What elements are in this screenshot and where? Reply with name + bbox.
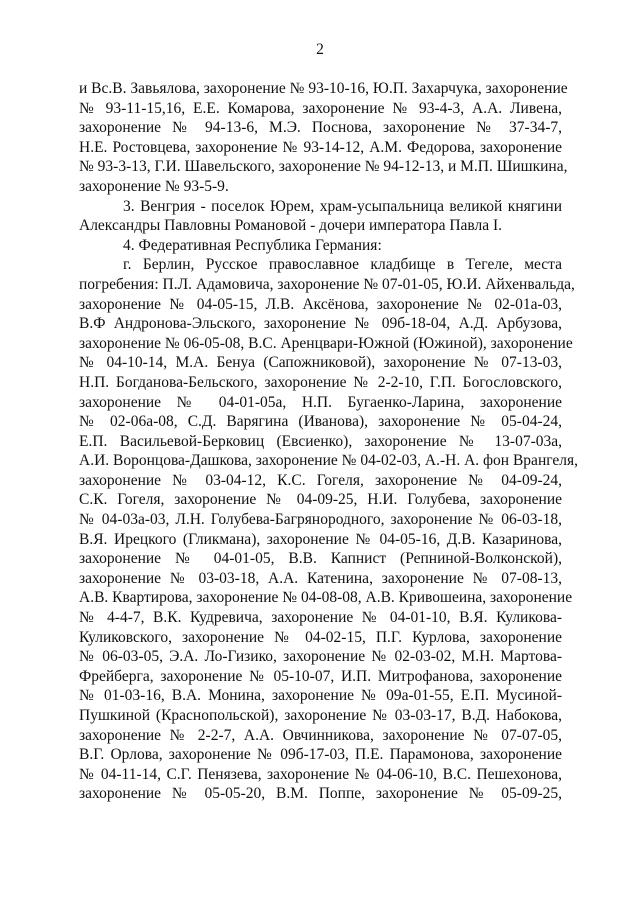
text-line: № 93-3-13, Г.И. Шавельского, захоронение № 94-12-13, и М.П. Шишкина, [79,158,568,176]
text-line: 4. Федеративная Республика Германия: [123,236,382,254]
text-line: № 93-11-15,16, Е.Е. Комарова, захоронение № 93-4-3, А.А. Ливена, [79,99,562,117]
text-line: захоронение № 06-05-08, В.С. Аренцвари-Южной (Южиной), захоронение [79,334,573,352]
document-body [79,79,579,804]
text-line: захоронение № 93-5-9. [79,177,229,195]
text-line: Е.П. Васильевой-Берковиц (Евсиенко), захоронение № 13-07-03а, [79,432,562,450]
page-number: 2 [316,41,324,58]
text-line: захоронение № 05-05-20, В.М. Поппе, захоронение № 05-09-25, [79,785,562,803]
text-line: С.К. Гогеля, захоронение № 04-09-25, Н.И. Голубева, захоронение [79,491,562,509]
text-line: В.Г. Орлова, захоронение № 09б-17-03, П.Е. Парамонова, захоронение [79,746,562,764]
text-line: А.В. Квартирова, захоронение № 04-08-08, А.В. Кривошеина, захоронение [79,589,573,607]
text-line: захоронение № 03-04-12, К.С. Гогеля, захоронение № 04-09-24, [79,471,562,489]
text-line: А.И. Воронцова-Дашкова, захоронение № 04-02-03, А.-Н. А. фон Врангеля, [79,452,579,470]
text-line: № 06-03-05, Э.А. Ло-Гизико, захоронение № 02-03-02, М.Н. Мартова- [79,648,562,666]
text-line: № 04-11-14, С.Г. Пенязева, захоронение № 04-06-10, В.С. Пешехонова, [79,765,562,783]
text-line: № 02-06а-08, С.Д. Варягина (Ивановa), захоронение № 05-04-24, [79,413,562,431]
text-line: В.Я. Ирецкого (Гликмана), захоронение № 04-05-16, Д.В. Казаринова, [79,530,562,548]
text-line: № 04-03а-03, Л.Н. Голубева-Багрянородного, захоронение № 06-03-18, [79,511,562,529]
text-line: В.Ф Андронова-Эльского, захоронение № 09б-18-04, А.Д. Арбузова, [79,315,562,333]
text-line: Куликовского, захоронение № 04-02-15, П.Г. Курлова, захоронение [79,628,562,646]
text-line: захоронение № 04-01-05а, Н.П. Бугаенко-Ларина, захоронение [79,393,562,411]
text-line: г. Берлин, Русское православное кладбище в Тегеле, места [123,256,562,274]
text-line: захоронение № 04-05-15, Л.В. Аксёнова, захоронение № 02-01а-03, [79,295,562,313]
text-line: Н.Е. Ростовцева, захоронение № 93-14-12, А.М. Федорова, захоронение [79,138,562,156]
text-line: захоронение № 94-13-6, М.Э. Поснова, захоронение № 37-34-7, [79,119,562,137]
text-line: и Вс.В. Завьялова, захоронение № 93-10-16, Ю.П. Захарчука, захоронение [79,80,568,97]
text-line: Александры Павловны Романовой - дочери императора Павла I. [79,217,503,235]
text-line: № 04-10-14, М.А. Бенуа (Сапожниковой), захоронение № 07-13-03, [79,354,562,372]
text-line: Фрейберга, захоронение № 05-10-07, И.П. Митрофанова, захоронение [79,667,562,685]
text-line: Н.П. Богданова-Бельского, захоронение № 2-2-10, Г.П. Богословского, [79,373,562,391]
text-line: № 01-03-16, В.А. Монина, захоронение № 09а-01-55, Е.П. Мусиной- [79,687,562,705]
text-line: № 4-4-7, В.К. Кудревича, захоронение № 04-01-10, В.Я. Куликова- [79,609,562,627]
text-line: Пушкиной (Краснопольской), захоронение № 03-03-17, В.Д. Набокова, [79,707,562,724]
text-line: захоронение № 04-01-05, В.В. Капнист (Репниной-Волконской), [79,550,562,568]
text-line: захоронение № 2-2-7, А.А. Овчинникова, захоронение № 07-07-05, [79,726,562,744]
text-line: погребения: П.Л. Адамовича, захоронение № 07-01-05, Ю.И. Айхенвальда, [79,275,575,293]
text-line: захоронение № 03-03-18, А.А. Катенина, захоронение № 07-08-13, [79,569,562,587]
text-line: 3. Венгрия - поселок Юрем, храм-усыпальница великой княгини [123,197,562,215]
